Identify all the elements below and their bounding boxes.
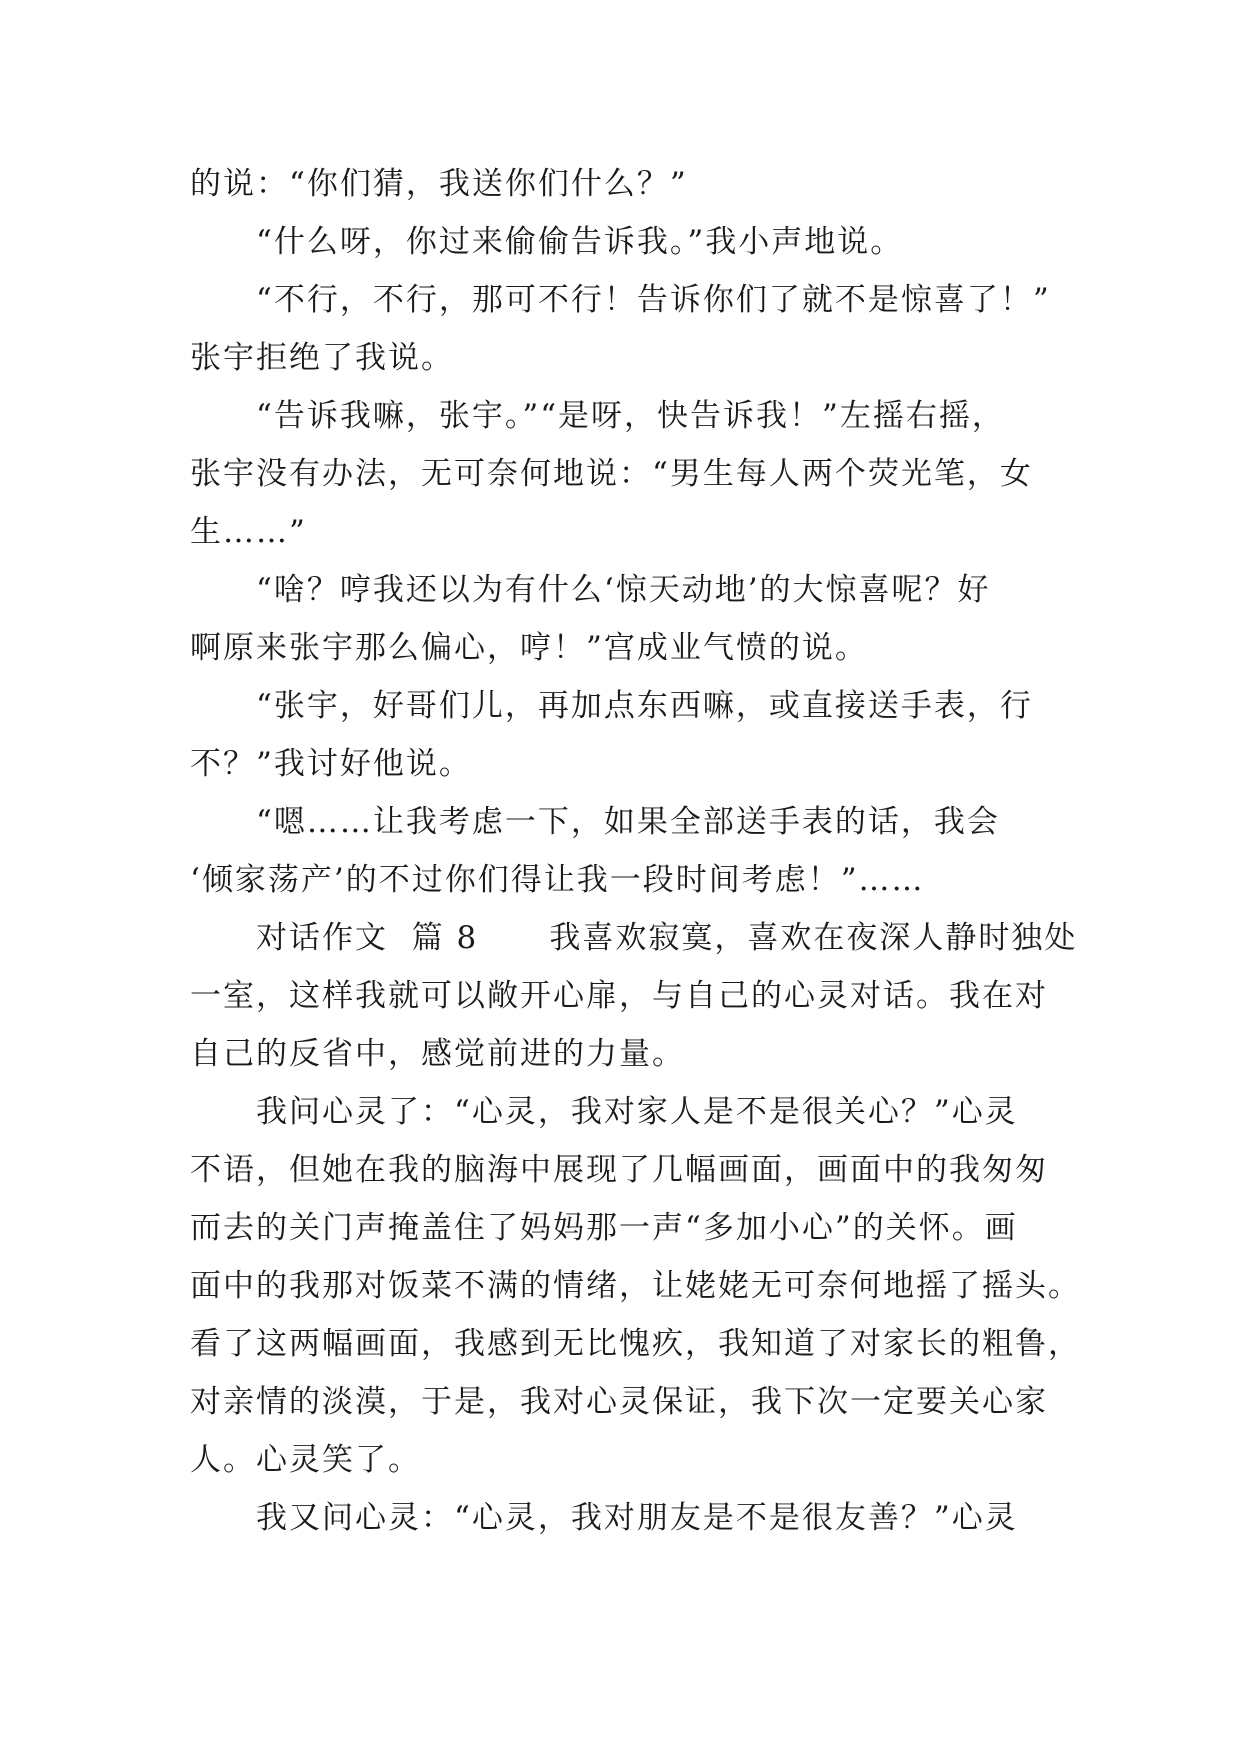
- text-line: “什么呀，你过来偷偷告诉我。”我小声地说。: [256, 224, 904, 260]
- text-line: “告诉我嘛，张宇。”“是呀，快告诉我！”左摇右摇，: [256, 398, 1005, 434]
- text-line: 我问心灵了：“心灵，我对家人是不是很关心？”心灵: [256, 1094, 1018, 1130]
- text-line: 一室，这样我就可以敞开心扉，与自己的心灵对话。我在对: [190, 978, 1048, 1014]
- text-line: 不语，但她在我的脑海中展现了几幅画面，画面中的我匆匆: [190, 1152, 1048, 1188]
- essay-body: [190, 155, 1081, 1547]
- text-line: “嗯……让我考虑一下，如果全部送手表的话，我会: [256, 804, 1000, 840]
- text-line: ‘倾家荡产’的不过你们得让我一段时间考虑！”……: [190, 862, 925, 898]
- text-line: 人。心灵笑了。: [190, 1442, 421, 1478]
- text-line: “张宇，好哥们儿，再加点东西嘛，或直接送手表，行: [256, 688, 1033, 724]
- text-line: “不行，不行，那可不行！告诉你们了就不是惊喜了！”: [256, 282, 1051, 318]
- text-line: 面中的我那对饭菜不满的情绪，让姥姥无可奈何地摇了摇头。: [190, 1268, 1081, 1304]
- text-line: 张宇没有办法，无可奈何地说：“男生每人两个荧光笔，女: [190, 456, 1033, 492]
- text-line: 而去的关门声掩盖住了妈妈那一声“多加小心”的关怀。画: [190, 1210, 1018, 1246]
- text-line: “啥？哼我还以为有什么‘惊天动地’的大惊喜呢？好: [256, 572, 991, 608]
- text-line: 自己的反省中，感觉前进的力量。: [190, 1036, 685, 1072]
- text-line: 不？”我讨好他说。: [190, 746, 472, 782]
- text-line: 张宇拒绝了我说。: [190, 340, 454, 376]
- text-line: 的说：“你们猜，我送你们什么？”: [190, 166, 688, 202]
- text-line: 看了这两幅画面，我感到无比愧疚，我知道了对家长的粗鲁，: [190, 1326, 1081, 1362]
- text-line: 对亲情的淡漠，于是，我对心灵保证，我下次一定要关心家: [190, 1384, 1048, 1420]
- text-line: 生……”: [190, 514, 307, 550]
- text-line: 啊原来张宇那么偏心，哼！”宫成业气愤的说。: [190, 630, 868, 666]
- section-heading-line: 对话作文 篇 8 我喜欢寂寞，喜欢在夜深人静时独处: [256, 920, 1078, 956]
- text-line: 我又问心灵：“心灵，我对朋友是不是很友善？”心灵: [256, 1500, 1018, 1536]
